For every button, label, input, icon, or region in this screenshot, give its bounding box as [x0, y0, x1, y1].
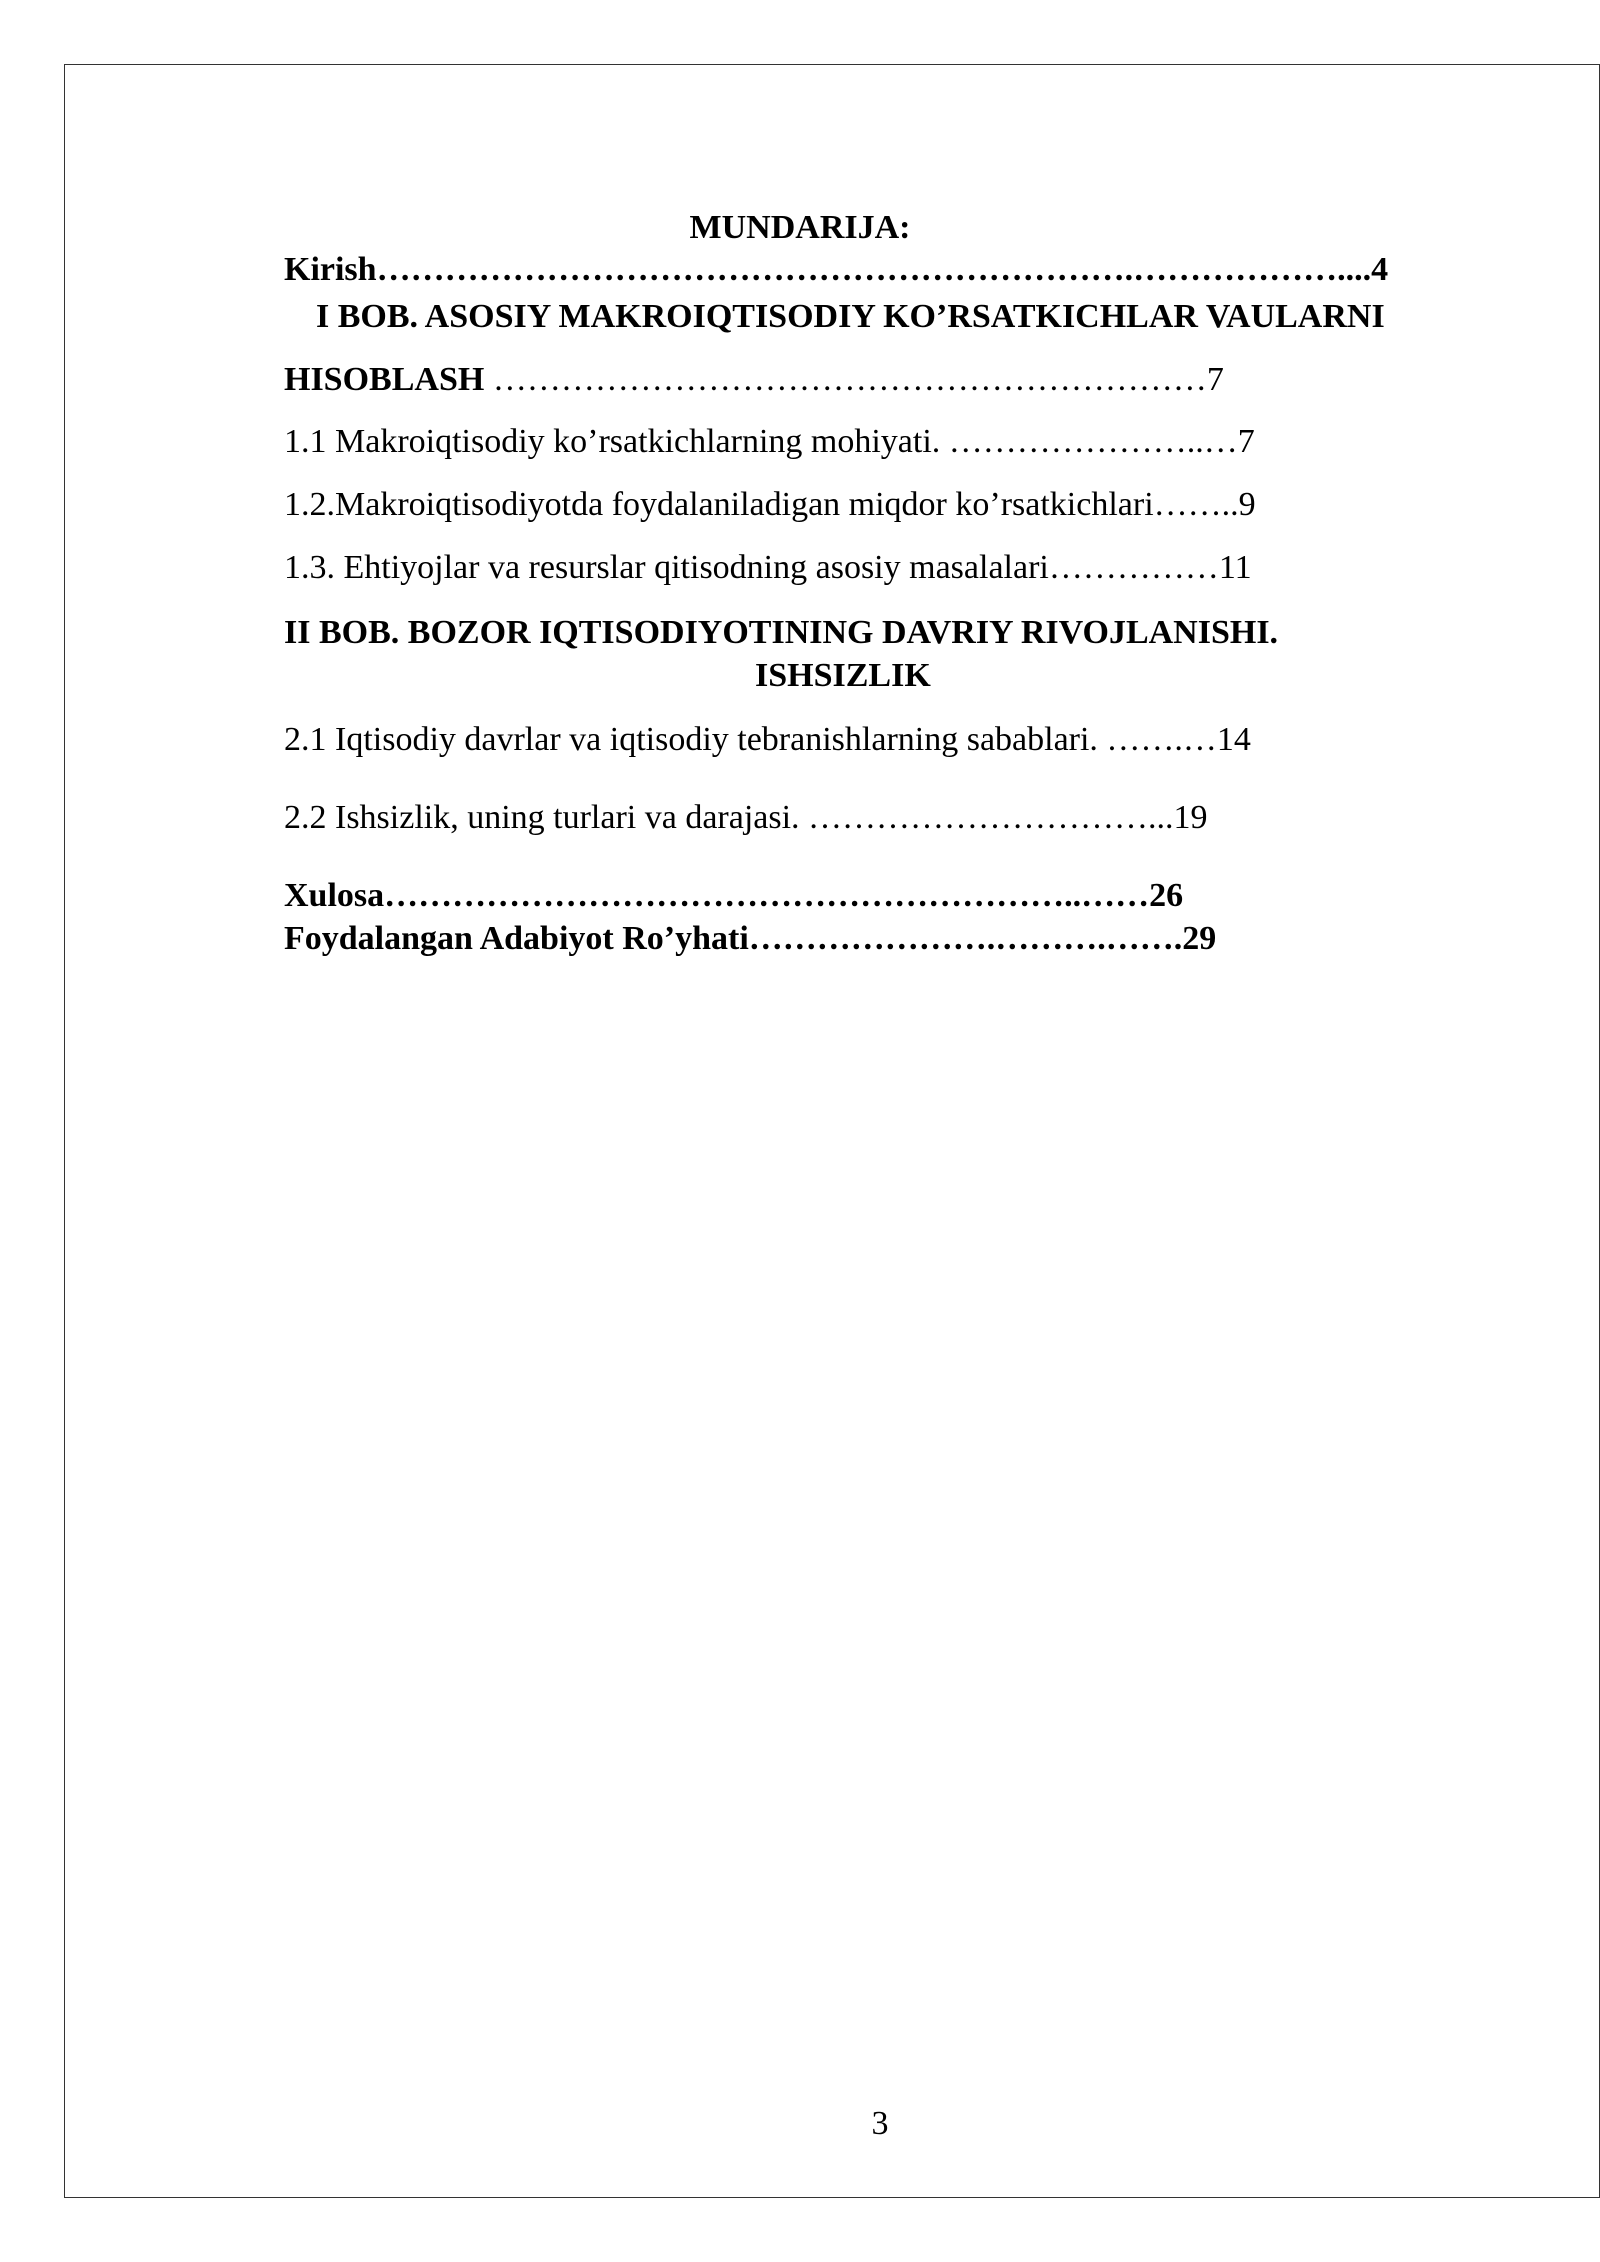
toc-chapter-2-heading: II BOB. BOZOR IQTISODIYOTINING DAVRIY RIVOJLANISHI.	[284, 614, 1279, 651]
chapter-1-heading-word: HISOBLASH	[284, 361, 485, 398]
toc-title: MUNDARIJA:	[689, 209, 911, 246]
toc-entry-2-2: 2.2 Ishsizlik, uning turlari va darajasi. …………………………...19	[284, 799, 1208, 836]
toc-entry-adabiyot: Foydalangan Adabiyot Ro’yhati………………….……….…….29	[284, 920, 1217, 957]
chapter-1-leader: ………………………………………………………7	[484, 361, 1224, 398]
toc-chapter-1-heading: I BOB. ASOSIY MAKROIQTISODIY KO’RSATKICHLAR VAULARNI	[316, 298, 1385, 335]
page-number: 3	[871, 2105, 889, 2142]
toc-chapter-1-heading-continued	[284, 360, 1224, 400]
toc-entry-kirish: Kirish………………………………………………………….………………....4	[284, 251, 1389, 288]
toc-chapter-2-heading-continued: ISHSIZLIK	[755, 657, 931, 694]
toc-entry-1-3: 1.3. Ehtiyojlar va resurslar qitisodning asosiy masalalari……………11	[284, 549, 1252, 586]
toc-entry-1-1: 1.1 Makroiqtisodiy ko’rsatkichlarning mohiyati. …………………..…7	[284, 423, 1255, 460]
toc-entry-xulosa: Xulosa……………………………………………………..……26	[284, 877, 1184, 914]
toc-entry-2-1: 2.1 Iqtisodiy davrlar va iqtisodiy tebranishlarning sabablari. …….…14	[284, 721, 1251, 758]
toc-entry-1-2: 1.2.Makroiqtisodiyotda foydalaniladigan miqdor ko’rsatkichlari……..9	[284, 486, 1256, 523]
